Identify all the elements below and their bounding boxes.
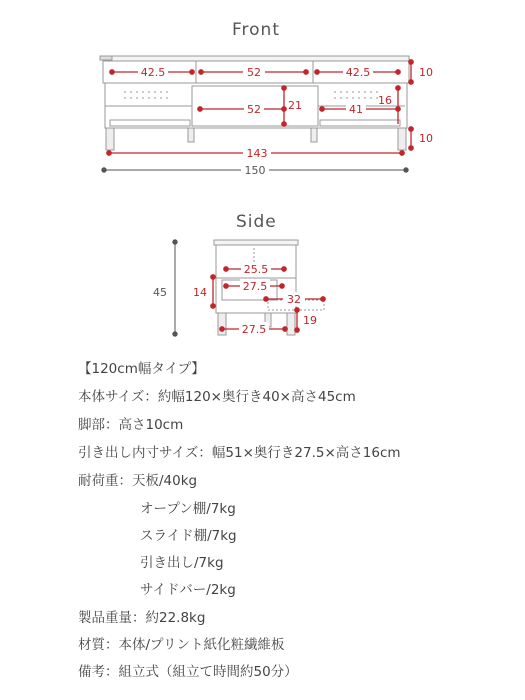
dim-side-drawer-height: 14 — [193, 286, 207, 299]
spec-load-side-bar: サイドバー/2kg — [140, 582, 236, 598]
dim-inner-width: 143 — [246, 147, 268, 160]
dim-drawer-depth: 27.5 — [242, 280, 268, 293]
dim-drawer-width: 52 — [247, 103, 261, 116]
spec-note: 備考：組立式（組立て時間約50分） — [78, 664, 298, 680]
dim-right-width: 41 — [349, 103, 363, 116]
spec-load-open-shelf: オープン棚/7kg — [140, 501, 236, 517]
spec-type: 【120cm幅タイプ】 — [78, 361, 205, 377]
spec-body-size: 本体サイズ：約幅120×奥行き40×高さ45cm — [78, 389, 356, 405]
dim-side-height: 45 — [153, 286, 167, 299]
dim-right-height: 16 — [378, 94, 392, 107]
dim-drawer-height: 21 — [288, 99, 302, 112]
side-height-line — [173, 240, 177, 336]
spec-load-slide-shelf: スライド棚/7kg — [140, 528, 237, 544]
dim-slide-height: 19 — [303, 314, 317, 327]
spec-drawer-inner: 引き出し内寸サイズ：幅51×奥行き27.5×高さ16cm — [78, 445, 401, 461]
spec-material: 材質：本体/プリント紙化粧繊維板 — [78, 637, 285, 653]
dim-outer-width: 150 — [244, 164, 266, 177]
dim-slide-depth: 32 — [287, 293, 301, 306]
front-view-title: Front — [232, 20, 280, 40]
dim-top-height: 10 — [419, 66, 433, 79]
spec-load-drawer: 引き出し/7kg — [140, 555, 224, 571]
dim-upper-depth: 25.5 — [243, 263, 269, 276]
spec-leg-height: 脚部：高さ10cm — [78, 417, 184, 433]
dim-leg-height: 10 — [419, 132, 433, 145]
spec-weight: 製品重量：約22.8kg — [78, 610, 206, 626]
side-view-title: Side — [236, 212, 277, 232]
dim-lower-depth: 27.5 — [241, 323, 267, 336]
front-perforation — [124, 91, 378, 99]
dim-top-left: 42.5 — [140, 66, 166, 79]
dim-top-mid: 52 — [247, 66, 261, 79]
spec-load-top: 耐荷重：天板/40kg — [78, 473, 198, 489]
dim-top-right: 42.5 — [345, 66, 371, 79]
